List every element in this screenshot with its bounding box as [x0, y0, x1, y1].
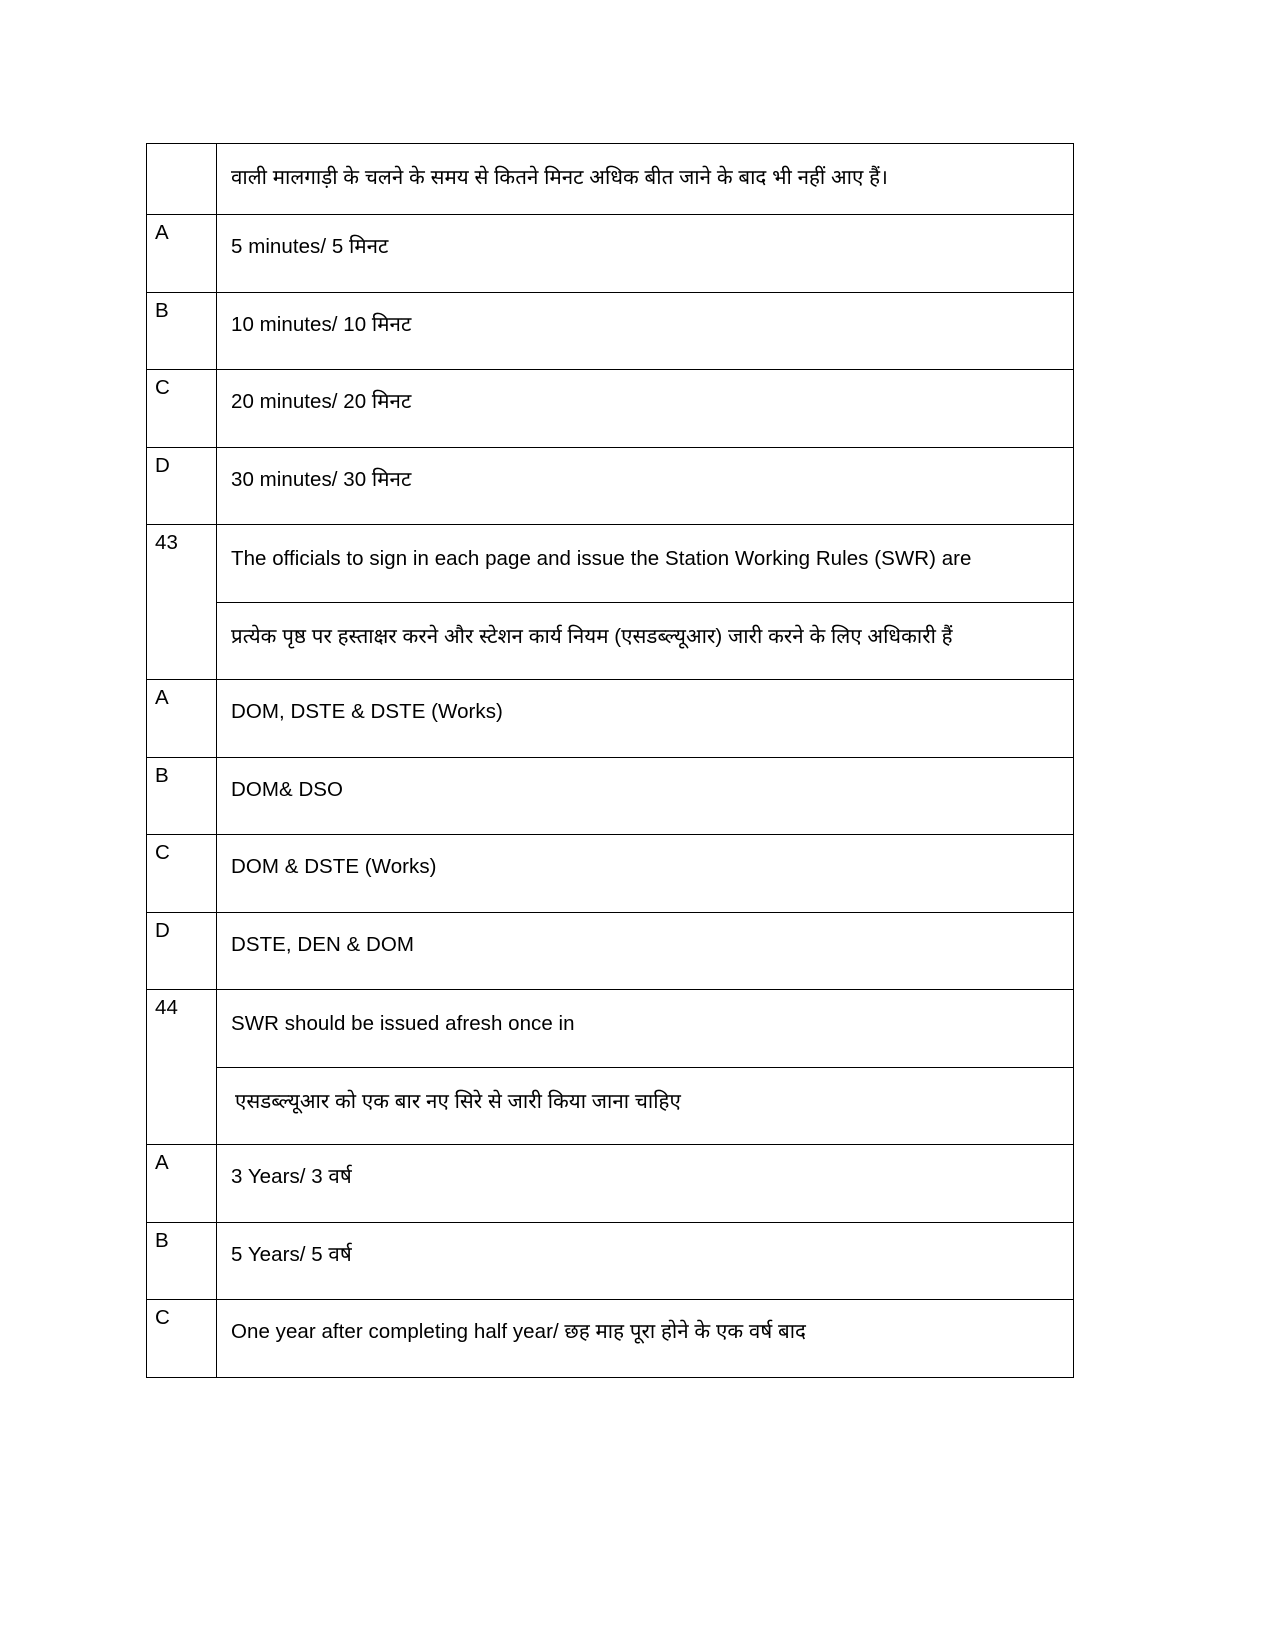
table-row [147, 1300, 1074, 1377]
row-label [147, 144, 216, 152]
option-label-d: D [155, 918, 170, 942]
table-row [147, 447, 1074, 524]
row-body-cell [217, 525, 1074, 680]
question-text-hi-row [217, 602, 1073, 679]
option-label-a: A [155, 1151, 169, 1175]
table-row [147, 990, 1074, 1145]
row-body-cell [217, 144, 1074, 215]
row-body-cell [217, 990, 1074, 1145]
table-row [147, 525, 1074, 680]
bilingual-subtable [217, 525, 1073, 679]
question-en-cell [217, 990, 1073, 1067]
table-body [147, 144, 1074, 1378]
table-row [147, 1222, 1074, 1299]
option-text: DSTE, DEN & DOM [231, 932, 414, 956]
option-text: 30 minutes/ 30 मिनट [231, 467, 412, 491]
option-text: DOM& DSO [231, 777, 344, 801]
question-hi-cell [217, 1067, 1073, 1144]
row-body-cell [217, 447, 1074, 524]
question-text-hindi: एसडब्ल्यूआर को एक बार नए सिरे से जारी किया जाना चाहिए [235, 1089, 681, 1113]
option-text: DOM & DSTE (Works) [231, 855, 437, 879]
option-label-c: C [155, 1306, 170, 1330]
row-label-cell [147, 215, 217, 292]
row-body-cell [217, 1145, 1074, 1222]
row-label-cell [147, 990, 217, 1145]
option-text: 5 Years/ 5 वर्ष [231, 1242, 352, 1266]
option-text: 5 minutes/ 5 मिनट [231, 235, 389, 259]
question-text-hindi: प्रत्येक पृष्ठ पर हस्ताक्षर करने और स्टेशन कार्य नियम (एसडब्ल्यूआर) जारी करने के लिए अधिकारी हैं [231, 624, 953, 648]
row-label-cell [147, 835, 217, 912]
option-label-a: A [155, 686, 169, 710]
question-en-cell [217, 525, 1073, 602]
row-label-cell [147, 144, 217, 215]
table-row [147, 835, 1074, 912]
row-body-cell [217, 757, 1074, 834]
option-text: One year after completing half year/ छह माह पूरा होने के एक वर्ष बाद [231, 1320, 806, 1344]
question-text-english: The officials to sign in each page and issue the Station Working Rules (SWR) are [231, 547, 972, 571]
question-text-english: SWR should be issued afresh once in [231, 1012, 575, 1036]
table-row [147, 370, 1074, 447]
option-label-a: A [155, 221, 169, 245]
option-label-b: B [155, 298, 169, 322]
option-label-b: B [155, 1228, 169, 1252]
option-text: 3 Years/ 3 वर्ष [231, 1165, 352, 1189]
table-row [147, 757, 1074, 834]
row-label-cell [147, 912, 217, 989]
question-number-44: 44 [155, 996, 179, 1020]
table-row [147, 215, 1074, 292]
row-body-cell [217, 1300, 1074, 1377]
row-label-cell [147, 680, 217, 757]
option-text: DOM, DSTE & DSTE (Works) [231, 700, 503, 724]
option-label-c: C [155, 376, 170, 400]
row-body-cell [217, 292, 1074, 369]
row-label-cell [147, 1300, 217, 1377]
row-label-cell [147, 525, 217, 680]
row-body-cell [217, 835, 1074, 912]
bilingual-subtable [217, 990, 1073, 1144]
table-row [147, 912, 1074, 989]
question-continuation-text: वाली मालगाड़ी के चलने के समय से कितने मिनट अधिक बीत जाने के बाद भी नहीं आए हैं। [231, 166, 888, 189]
row-label-cell [147, 1222, 217, 1299]
row-label-cell [147, 757, 217, 834]
question-text-hi-row [217, 1067, 1073, 1144]
table-row [147, 292, 1074, 369]
row-label-cell [147, 447, 217, 524]
option-label-c: C [155, 841, 170, 865]
table-row [147, 680, 1074, 757]
question-options-table [146, 143, 1074, 1378]
question-hi-cell [217, 602, 1073, 679]
row-label-cell [147, 292, 217, 369]
question-text-en-row [217, 525, 1073, 602]
question-text-en-row [217, 990, 1073, 1067]
row-label-cell [147, 1145, 217, 1222]
row-body-cell [217, 680, 1074, 757]
option-label-d: D [155, 453, 170, 477]
row-body-cell [217, 370, 1074, 447]
option-text: 20 minutes/ 20 मिनट [231, 390, 412, 414]
question-number-43: 43 [155, 531, 179, 555]
table-row [147, 144, 1074, 215]
row-body-cell [217, 215, 1074, 292]
row-label-cell [147, 370, 217, 447]
table-row [147, 1145, 1074, 1222]
option-text: 10 minutes/ 10 मिनट [231, 312, 412, 336]
option-label-b: B [155, 763, 169, 787]
row-body-cell [217, 912, 1074, 989]
row-body-cell [217, 1222, 1074, 1299]
